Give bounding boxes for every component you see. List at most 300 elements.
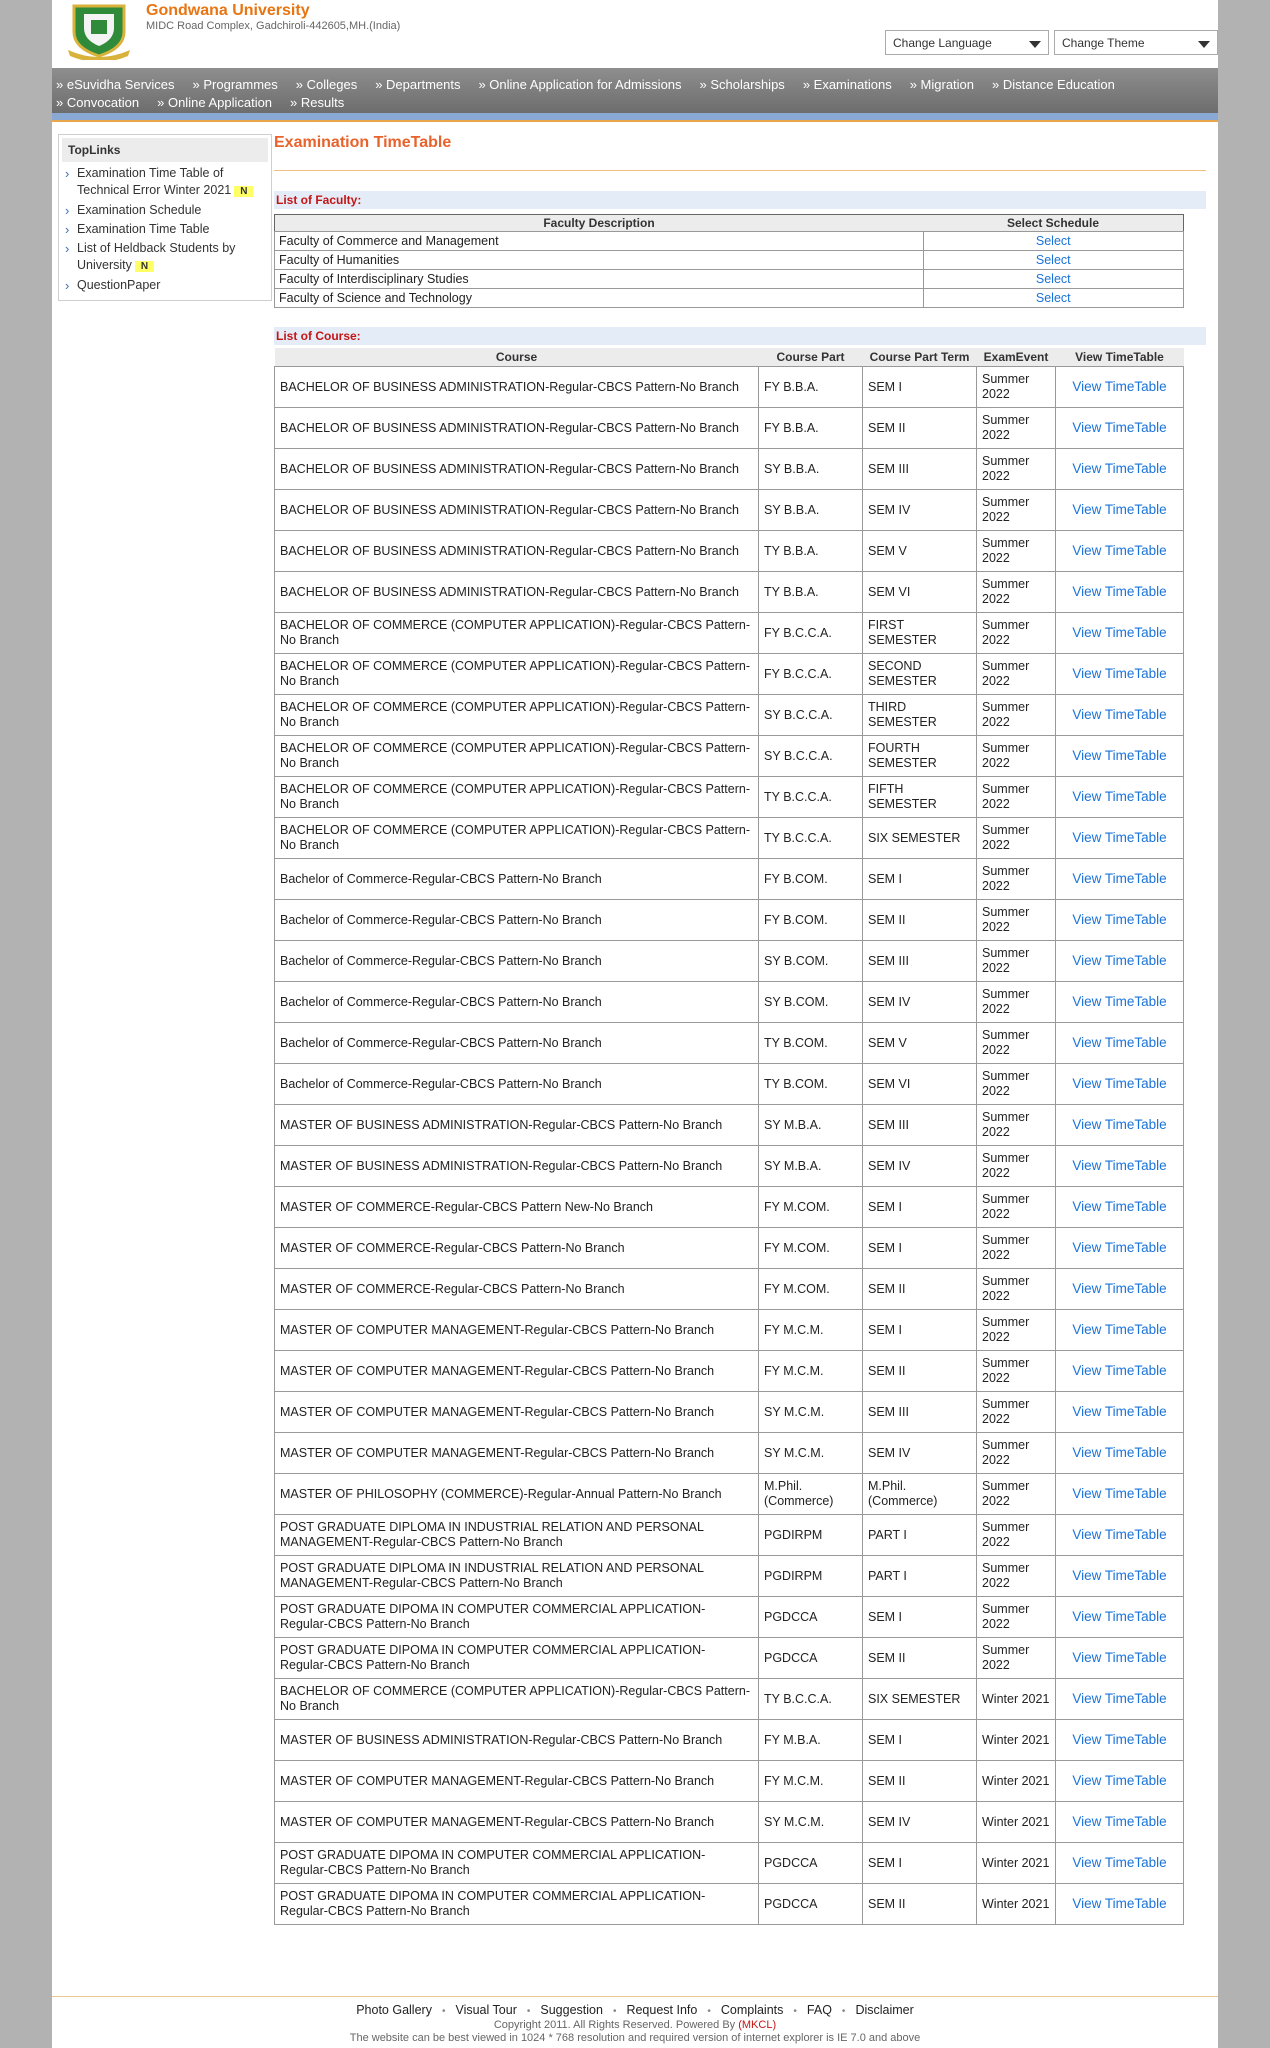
exam-event: Summer 2022 [977, 367, 1056, 408]
faculty-name: Faculty of Humanities [275, 251, 924, 270]
course-row [275, 859, 1184, 900]
view-timetable-link[interactable]: View TimeTable [1056, 367, 1184, 408]
course-part: PGDCCA [759, 1638, 863, 1679]
exam-event: Winter 2021 [977, 1884, 1056, 1925]
view-timetable-link[interactable]: View TimeTable [1056, 490, 1184, 531]
nav-link[interactable]: » Distance Education [992, 77, 1115, 92]
view-timetable-link[interactable]: View TimeTable [1056, 1146, 1184, 1187]
course-row [275, 449, 1184, 490]
view-timetable-link[interactable]: View TimeTable [1056, 1474, 1184, 1515]
course-name: BACHELOR OF BUSINESS ADMINISTRATION-Regular-CBCS Pattern-No Branch [275, 490, 759, 531]
university-name: Gondwana University [146, 2, 310, 19]
chevron-down-icon [1198, 41, 1210, 48]
course-part: FY M.C.M. [759, 1310, 863, 1351]
course-name: Bachelor of Commerce-Regular-CBCS Pattern-No Branch [275, 1064, 759, 1105]
exam-event: Summer 2022 [977, 900, 1056, 941]
course-part: PGDCCA [759, 1884, 863, 1925]
exam-event: Summer 2022 [977, 1228, 1056, 1269]
view-timetable-link[interactable]: View TimeTable [1056, 1761, 1184, 1802]
change-theme-select[interactable] [1054, 30, 1218, 55]
exam-event: Summer 2022 [977, 490, 1056, 531]
course-part: PGDCCA [759, 1843, 863, 1884]
course-name: MASTER OF COMMERCE-Regular-CBCS Pattern-No Branch [275, 1228, 759, 1269]
chevron-right-icon: › [65, 222, 70, 237]
course-name: BACHELOR OF COMMERCE (COMPUTER APPLICATION)-Regular-CBCS Pattern-No Branch [275, 736, 759, 777]
course-name: POST GRADUATE DIPOMA IN COMPUTER COMMERCIAL APPLICATION-Regular-CBCS Pattern-No Branch [275, 1638, 759, 1679]
mkcl-link[interactable]: (MKCL) [738, 2019, 777, 2031]
course-part-term: SEM IV [863, 490, 977, 531]
chevron-right-icon: › [65, 166, 70, 181]
view-timetable-link[interactable]: View TimeTable [1056, 1556, 1184, 1597]
exam-event: Summer 2022 [977, 1392, 1056, 1433]
course-part: FY B.B.A. [759, 367, 863, 408]
footer-link[interactable]: FAQ [806, 2003, 832, 2017]
course-part: FY M.COM. [759, 1228, 863, 1269]
exam-event: Winter 2021 [977, 1802, 1056, 1843]
exam-event: Summer 2022 [977, 1351, 1056, 1392]
course-part: FY M.B.A. [759, 1720, 863, 1761]
course-part: FY B.COM. [759, 900, 863, 941]
course-part-term: SEM III [863, 1105, 977, 1146]
exam-event: Summer 2022 [977, 1515, 1056, 1556]
course-part: SY M.C.M. [759, 1392, 863, 1433]
toplink-label: QuestionPaper [77, 278, 161, 292]
nav-link[interactable]: » Departments [375, 77, 461, 92]
exam-event: Summer 2022 [977, 777, 1056, 818]
view-timetable-link[interactable]: View TimeTable [1056, 1187, 1184, 1228]
course-part: TY B.B.A. [759, 572, 863, 613]
exam-event: Summer 2022 [977, 859, 1056, 900]
course-row [275, 1843, 1184, 1884]
copyright-text: Copyright 2011. All Rights Reserved. Powered By [493, 2019, 736, 2031]
course-part: SY B.C.C.A. [759, 736, 863, 777]
exam-event: Summer 2022 [977, 408, 1056, 449]
course-name: BACHELOR OF COMMERCE (COMPUTER APPLICATION)-Regular-CBCS Pattern-No Branch [275, 654, 759, 695]
course-col-course: Course [275, 348, 759, 367]
course-row [275, 1064, 1184, 1105]
course-row [275, 900, 1184, 941]
course-row [275, 1228, 1184, 1269]
footer-link[interactable]: Suggestion [540, 2003, 603, 2017]
view-timetable-link[interactable]: View TimeTable [1056, 1310, 1184, 1351]
course-part-term: PART I [863, 1515, 977, 1556]
course-name: MASTER OF COMPUTER MANAGEMENT-Regular-CBCS Pattern-No Branch [275, 1351, 759, 1392]
change-language-select[interactable] [885, 30, 1049, 55]
course-part-term: SEM II [863, 408, 977, 449]
course-part: PGDCCA [759, 1597, 863, 1638]
view-timetable-link[interactable]: View TimeTable [1056, 900, 1184, 941]
course-part: SY B.C.C.A. [759, 695, 863, 736]
course-part-term: SIX SEMESTER [863, 818, 977, 859]
course-name: POST GRADUATE DIPLOMA IN INDUSTRIAL RELATION AND PERSONAL MANAGEMENT-Regular-CBCS Pattern-No Branch [275, 1515, 759, 1556]
footer-link[interactable]: Complaints [720, 2003, 784, 2017]
footer [52, 1996, 1218, 2045]
exam-event: Summer 2022 [977, 1433, 1056, 1474]
faculty-heading: List of Faculty: [274, 191, 1206, 209]
course-row [275, 1351, 1184, 1392]
bullet-separator: • [612, 2006, 617, 2017]
toplink-item[interactable] [65, 202, 267, 219]
course-name: MASTER OF PHILOSOPHY (COMMERCE)-Regular-Annual Pattern-No Branch [275, 1474, 759, 1515]
course-row [275, 1802, 1184, 1843]
exam-event: Winter 2021 [977, 1720, 1056, 1761]
course-name: POST GRADUATE DIPOMA IN COMPUTER COMMERCIAL APPLICATION-Regular-CBCS Pattern-No Branch [275, 1597, 759, 1638]
view-timetable-link[interactable]: View TimeTable [1056, 1597, 1184, 1638]
course-row [275, 1105, 1184, 1146]
faculty-table [274, 214, 1184, 308]
course-name: BACHELOR OF COMMERCE (COMPUTER APPLICATION)-Regular-CBCS Pattern-No Branch [275, 818, 759, 859]
chevron-right-icon: › [65, 278, 70, 293]
course-row [275, 408, 1184, 449]
course-row [275, 531, 1184, 572]
view-timetable-link[interactable]: View TimeTable [1056, 1802, 1184, 1843]
view-timetable-link[interactable]: View TimeTable [1056, 1515, 1184, 1556]
view-timetable-link[interactable]: View TimeTable [1056, 613, 1184, 654]
course-part: TY B.COM. [759, 1023, 863, 1064]
course-part-term: PART I [863, 1556, 977, 1597]
view-timetable-link[interactable]: View TimeTable [1056, 1884, 1184, 1925]
course-row [275, 1392, 1184, 1433]
course-name: POST GRADUATE DIPOMA IN COMPUTER COMMERCIAL APPLICATION-Regular-CBCS Pattern-No Branch [275, 1884, 759, 1925]
course-name: BACHELOR OF BUSINESS ADMINISTRATION-Regular-CBCS Pattern-No Branch [275, 408, 759, 449]
view-timetable-link[interactable]: View TimeTable [1056, 1105, 1184, 1146]
course-part: FY B.B.A. [759, 408, 863, 449]
course-part-term: SEM VI [863, 572, 977, 613]
course-part-term: SEM I [863, 859, 977, 900]
course-part-term: SEM I [863, 1187, 977, 1228]
course-name: Bachelor of Commerce-Regular-CBCS Pattern-No Branch [275, 1023, 759, 1064]
course-col-exam-event: ExamEvent [977, 348, 1056, 367]
exam-event: Summer 2022 [977, 1105, 1056, 1146]
view-timetable-link[interactable]: View TimeTable [1056, 449, 1184, 490]
course-part-term: SEM V [863, 531, 977, 572]
course-row [275, 818, 1184, 859]
course-part-term: SEM III [863, 941, 977, 982]
nav-link[interactable]: » eSuvidha Services [56, 77, 175, 92]
course-part-term: SEM II [863, 900, 977, 941]
view-timetable-link[interactable]: View TimeTable [1056, 1064, 1184, 1105]
course-part-term: SEM V [863, 1023, 977, 1064]
exam-event: Summer 2022 [977, 1064, 1056, 1105]
course-col-part: Course Part [759, 348, 863, 367]
main-nav [52, 68, 1218, 113]
faculty-row [275, 270, 1184, 289]
footer-links [52, 2001, 1218, 2019]
course-row [275, 1515, 1184, 1556]
view-timetable-link[interactable]: View TimeTable [1056, 1720, 1184, 1761]
footer-link[interactable]: Photo Gallery [356, 2003, 432, 2017]
select-schedule-link[interactable]: Select [923, 251, 1184, 270]
nav-divider [52, 113, 1218, 122]
course-part-term: SEM I [863, 1720, 977, 1761]
course-row [275, 1556, 1184, 1597]
course-name: MASTER OF COMPUTER MANAGEMENT-Regular-CBCS Pattern-No Branch [275, 1433, 759, 1474]
course-row [275, 1433, 1184, 1474]
main-content [274, 134, 1206, 1925]
exam-event: Summer 2022 [977, 1269, 1056, 1310]
exam-event: Summer 2022 [977, 818, 1056, 859]
view-timetable-link[interactable]: View TimeTable [1056, 1843, 1184, 1884]
exam-event: Summer 2022 [977, 1474, 1056, 1515]
course-part: TY B.C.C.A. [759, 1679, 863, 1720]
university-address: MIDC Road Complex, Gadchiroli-442605,MH.(India) [146, 20, 401, 32]
course-part: SY B.B.A. [759, 490, 863, 531]
course-name: BACHELOR OF BUSINESS ADMINISTRATION-Regular-CBCS Pattern-No Branch [275, 367, 759, 408]
view-timetable-link[interactable]: View TimeTable [1056, 818, 1184, 859]
select-schedule-link[interactable]: Select [923, 270, 1184, 289]
exam-event: Summer 2022 [977, 1597, 1056, 1638]
course-part-term: SEM II [863, 1269, 977, 1310]
course-part: SY B.COM. [759, 982, 863, 1023]
course-row [275, 1679, 1184, 1720]
course-row [275, 695, 1184, 736]
toplinks-title: TopLinks [62, 138, 268, 162]
course-row [275, 490, 1184, 531]
course-name: MASTER OF BUSINESS ADMINISTRATION-Regular-CBCS Pattern-No Branch [275, 1146, 759, 1187]
chevron-right-icon: › [65, 241, 70, 256]
course-part: PGDIRPM [759, 1556, 863, 1597]
course-part-term: SIX SEMESTER [863, 1679, 977, 1720]
view-timetable-link[interactable]: View TimeTable [1056, 1023, 1184, 1064]
faculty-col-schedule: Select Schedule [923, 215, 1184, 232]
course-part-term: SEM VI [863, 1064, 977, 1105]
view-timetable-link[interactable]: View TimeTable [1056, 859, 1184, 900]
bullet-separator: • [441, 2006, 446, 2017]
course-part: FY B.COM. [759, 859, 863, 900]
course-row [275, 1310, 1184, 1351]
exam-event: Summer 2022 [977, 982, 1056, 1023]
faculty-row [275, 289, 1184, 308]
course-name: MASTER OF COMPUTER MANAGEMENT-Regular-CBCS Pattern-No Branch [275, 1392, 759, 1433]
course-part-term: SEM III [863, 449, 977, 490]
toplink-item[interactable] [65, 240, 267, 275]
faculty-row [275, 232, 1184, 251]
view-timetable-link[interactable]: View TimeTable [1056, 654, 1184, 695]
course-name: Bachelor of Commerce-Regular-CBCS Pattern-No Branch [275, 941, 759, 982]
course-col-view: View TimeTable [1056, 348, 1184, 367]
course-name: BACHELOR OF BUSINESS ADMINISTRATION-Regular-CBCS Pattern-No Branch [275, 572, 759, 613]
course-name: BACHELOR OF BUSINESS ADMINISTRATION-Regular-CBCS Pattern-No Branch [275, 449, 759, 490]
university-logo[interactable] [66, 2, 132, 60]
view-timetable-link[interactable]: View TimeTable [1056, 1269, 1184, 1310]
course-part: TY B.COM. [759, 1064, 863, 1105]
view-timetable-link[interactable]: View TimeTable [1056, 695, 1184, 736]
course-part: TY B.C.C.A. [759, 818, 863, 859]
course-row [275, 1023, 1184, 1064]
page-title: Examination TimeTable [274, 134, 1206, 171]
nav-link[interactable]: » Online Application for Admissions [478, 77, 682, 92]
course-col-term: Course Part Term [863, 348, 977, 367]
course-row [275, 367, 1184, 408]
exam-event: Summer 2022 [977, 1310, 1056, 1351]
page [52, 0, 1218, 2048]
faculty-name: Faculty of Science and Technology [275, 289, 924, 308]
course-part: PGDIRPM [759, 1515, 863, 1556]
course-part-term: FOURTH SEMESTER [863, 736, 977, 777]
course-row [275, 613, 1184, 654]
course-part: SY B.COM. [759, 941, 863, 982]
course-name: BACHELOR OF COMMERCE (COMPUTER APPLICATION)-Regular-CBCS Pattern-No Branch [275, 613, 759, 654]
course-row [275, 654, 1184, 695]
course-name: MASTER OF BUSINESS ADMINISTRATION-Regular-CBCS Pattern-No Branch [275, 1720, 759, 1761]
nav-link[interactable]: » Migration [909, 77, 975, 92]
exam-event: Summer 2022 [977, 1638, 1056, 1679]
course-part: FY M.COM. [759, 1187, 863, 1228]
course-row [275, 1187, 1184, 1228]
nav-link[interactable]: » Colleges [295, 77, 358, 92]
bullet-separator: • [841, 2006, 846, 2017]
course-part: FY M.C.M. [759, 1761, 863, 1802]
course-part: M.Phil. (Commerce) [759, 1474, 863, 1515]
toplink-label: Examination Time Table of Technical Error Winter 2021 [77, 166, 232, 197]
view-timetable-link[interactable]: View TimeTable [1056, 1433, 1184, 1474]
course-part-term: SEM II [863, 1351, 977, 1392]
course-name: MASTER OF COMPUTER MANAGEMENT-Regular-CBCS Pattern-No Branch [275, 1310, 759, 1351]
exam-event: Summer 2022 [977, 531, 1056, 572]
course-part-term: SEM IV [863, 1802, 977, 1843]
view-timetable-link[interactable]: View TimeTable [1056, 736, 1184, 777]
course-row [275, 777, 1184, 818]
course-part-term: SEM II [863, 1638, 977, 1679]
course-name: MASTER OF COMPUTER MANAGEMENT-Regular-CBCS Pattern-No Branch [275, 1802, 759, 1843]
course-part-term: FIRST SEMESTER [863, 613, 977, 654]
view-timetable-link[interactable]: View TimeTable [1056, 1638, 1184, 1679]
course-part: FY B.C.C.A. [759, 613, 863, 654]
new-badge: N [234, 186, 253, 197]
course-name: Bachelor of Commerce-Regular-CBCS Pattern-No Branch [275, 859, 759, 900]
exam-event: Summer 2022 [977, 654, 1056, 695]
bullet-separator: • [526, 2006, 531, 2017]
course-name: POST GRADUATE DIPOMA IN COMPUTER COMMERCIAL APPLICATION-Regular-CBCS Pattern-No Branch [275, 1843, 759, 1884]
bullet-separator: • [793, 2006, 797, 2017]
nav-link[interactable]: » Programmes [192, 77, 278, 92]
exam-event: Summer 2022 [977, 613, 1056, 654]
course-part: FY M.C.M. [759, 1351, 863, 1392]
exam-event: Summer 2022 [977, 1146, 1056, 1187]
course-part-term: SEM IV [863, 1146, 977, 1187]
faculty-row [275, 251, 1184, 270]
footer-link[interactable]: Request Info [626, 2003, 698, 2017]
view-timetable-link[interactable]: View TimeTable [1056, 777, 1184, 818]
course-row [275, 1597, 1184, 1638]
nav-link[interactable]: » Scholarships [699, 77, 785, 92]
course-table [274, 348, 1184, 1925]
course-part: SY M.C.M. [759, 1433, 863, 1474]
select-schedule-link[interactable]: Select [923, 232, 1184, 251]
course-name: BACHELOR OF BUSINESS ADMINISTRATION-Regular-CBCS Pattern-No Branch [275, 531, 759, 572]
nav-link[interactable]: » Results [290, 95, 345, 110]
exam-event: Summer 2022 [977, 1023, 1056, 1064]
course-part: TY B.C.C.A. [759, 777, 863, 818]
toplink-item[interactable] [65, 165, 267, 200]
toplink-item[interactable] [65, 277, 267, 294]
toplink-label: List of Heldback Students by University [77, 241, 236, 272]
chevron-right-icon: › [65, 203, 70, 218]
course-part-term: SEM II [863, 1761, 977, 1802]
course-part: SY M.C.M. [759, 1802, 863, 1843]
new-badge: N [135, 261, 154, 272]
course-part: SY B.B.A. [759, 449, 863, 490]
exam-event: Winter 2021 [977, 1761, 1056, 1802]
course-part-term: SECOND SEMESTER [863, 654, 977, 695]
select-schedule-link[interactable]: Select [923, 289, 1184, 308]
exam-event: Winter 2021 [977, 1843, 1056, 1884]
course-part-term: THIRD SEMESTER [863, 695, 977, 736]
course-part-term: SEM I [863, 1843, 977, 1884]
course-part-term: SEM II [863, 1884, 977, 1925]
nav-link[interactable]: » Convocation [56, 95, 140, 110]
course-row [275, 736, 1184, 777]
chevron-down-icon [1029, 41, 1041, 48]
toplink-label: Examination Time Table [77, 222, 210, 236]
nav-link[interactable]: » Examinations [802, 77, 892, 92]
course-row [275, 941, 1184, 982]
course-heading: List of Course: [274, 327, 1206, 345]
copyright [52, 2019, 1218, 2032]
view-timetable-link[interactable]: View TimeTable [1056, 1351, 1184, 1392]
faculty-col-description: Faculty Description [275, 215, 924, 232]
nav-link[interactable]: » Online Application [157, 95, 273, 110]
course-row [275, 572, 1184, 613]
exam-event: Summer 2022 [977, 1556, 1056, 1597]
view-timetable-link[interactable]: View TimeTable [1056, 531, 1184, 572]
course-part-term: M.Phil. (Commerce) [863, 1474, 977, 1515]
bullet-separator: • [707, 2006, 711, 2017]
course-row [275, 1146, 1184, 1187]
view-timetable-link[interactable]: View TimeTable [1056, 982, 1184, 1023]
course-name: MASTER OF COMMERCE-Regular-CBCS Pattern-No Branch [275, 1269, 759, 1310]
view-timetable-link[interactable]: View TimeTable [1056, 1392, 1184, 1433]
course-name: MASTER OF BUSINESS ADMINISTRATION-Regular-CBCS Pattern-No Branch [275, 1105, 759, 1146]
view-timetable-link[interactable]: View TimeTable [1056, 572, 1184, 613]
exam-event: Summer 2022 [977, 449, 1056, 490]
browser-note: The website can be best viewed in 1024 * 768 resolution and required version of internet explorer is IE 7.0 and above [349, 2032, 921, 2044]
course-name: BACHELOR OF COMMERCE (COMPUTER APPLICATION)-Regular-CBCS Pattern-No Branch [275, 777, 759, 818]
faculty-name: Faculty of Interdisciplinary Studies [275, 270, 924, 289]
course-row [275, 1474, 1184, 1515]
toplinks-list [59, 165, 271, 300]
course-row [275, 982, 1184, 1023]
course-part-term: SEM III [863, 1392, 977, 1433]
toplink-label: Examination Schedule [77, 203, 202, 217]
course-part-term: SEM I [863, 1310, 977, 1351]
exam-event: Summer 2022 [977, 695, 1056, 736]
course-part: FY B.C.C.A. [759, 654, 863, 695]
course-row [275, 1720, 1184, 1761]
exam-event: Winter 2021 [977, 1679, 1056, 1720]
view-timetable-link[interactable]: View TimeTable [1056, 408, 1184, 449]
course-part-term: SEM I [863, 1228, 977, 1269]
exam-event: Summer 2022 [977, 736, 1056, 777]
course-part-term: FIFTH SEMESTER [863, 777, 977, 818]
course-part-term: SEM IV [863, 1433, 977, 1474]
course-name: MASTER OF COMPUTER MANAGEMENT-Regular-CBCS Pattern-No Branch [275, 1761, 759, 1802]
change-language-label: Change Language [893, 36, 992, 50]
exam-event: Summer 2022 [977, 941, 1056, 982]
view-timetable-link[interactable]: View TimeTable [1056, 941, 1184, 982]
footer-link[interactable]: Visual Tour [455, 2003, 517, 2017]
course-row [275, 1884, 1184, 1925]
view-timetable-link[interactable]: View TimeTable [1056, 1228, 1184, 1269]
course-row [275, 1761, 1184, 1802]
footer-link[interactable]: Disclaimer [855, 2003, 914, 2017]
course-name: MASTER OF COMMERCE-Regular-CBCS Pattern New-No Branch [275, 1187, 759, 1228]
toplink-item[interactable] [65, 221, 267, 238]
course-part: SY M.B.A. [759, 1105, 863, 1146]
view-timetable-link[interactable]: View TimeTable [1056, 1679, 1184, 1720]
course-name: POST GRADUATE DIPLOMA IN INDUSTRIAL RELATION AND PERSONAL MANAGEMENT-Regular-CBCS Pattern-No Branch [275, 1556, 759, 1597]
faculty-name: Faculty of Commerce and Management [275, 232, 924, 251]
